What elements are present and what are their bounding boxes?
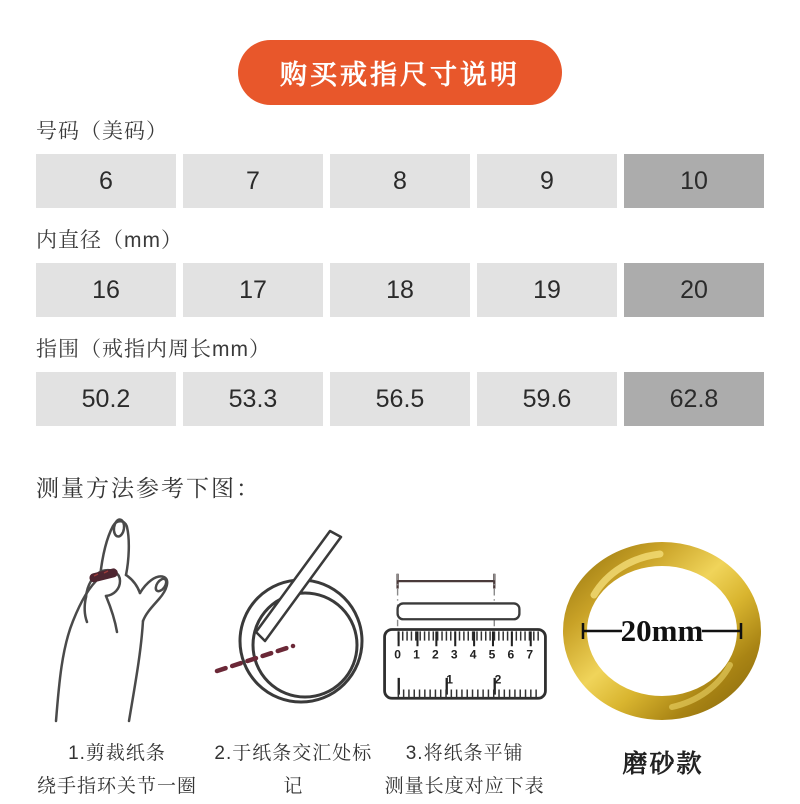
size-cell: 56.5	[330, 372, 470, 426]
step3-figure	[379, 563, 551, 709]
size-cell: 17	[183, 263, 323, 317]
size-cell: 50.2	[36, 372, 176, 426]
step2-caption	[209, 737, 377, 804]
title-badge-row	[0, 0, 800, 105]
svg-text:6: 6	[507, 647, 514, 662]
size-cell: 59.6	[477, 372, 617, 426]
marking-dashed-line	[217, 646, 293, 671]
method-title: 测量方法参考下图：	[36, 475, 261, 501]
method-figures	[26, 509, 774, 725]
size-cell: 6	[36, 154, 176, 208]
size-cells-us	[36, 154, 764, 208]
size-cell: 16	[36, 263, 176, 317]
step2-figure	[209, 519, 377, 715]
size-cell-highlighted: 62.8	[624, 372, 764, 426]
step1-caption-line1: 1.剪裁纸条	[68, 743, 166, 764]
product-style-caption	[552, 737, 774, 787]
row-label-inner-diameter: 内直径（mm）	[36, 229, 183, 252]
svg-text:0: 0	[393, 647, 401, 662]
size-cells-diameter	[36, 263, 764, 317]
size-cell-highlighted: 10	[624, 154, 764, 208]
step3-caption-line2: 测量长度对应下表	[384, 776, 545, 798]
paper-strip	[397, 603, 519, 619]
style-label: 磨砂款	[622, 750, 704, 778]
size-row-diameter	[36, 224, 764, 317]
svg-text:7: 7	[526, 647, 533, 662]
ruler-measure-icon	[379, 563, 551, 709]
svg-text:1: 1	[412, 647, 420, 662]
diameter-label: 20mm	[620, 613, 704, 648]
svg-text:2: 2	[431, 647, 439, 662]
size-cell: 8	[330, 154, 470, 208]
figure-captions	[26, 737, 774, 804]
size-row-circumference	[36, 333, 764, 426]
svg-text:4: 4	[469, 647, 477, 662]
step3-caption	[379, 737, 551, 804]
size-cell: 19	[477, 263, 617, 317]
size-table	[36, 115, 764, 426]
svg-text:2: 2	[494, 672, 502, 687]
svg-text:5: 5	[488, 647, 495, 662]
gold-ring-photo	[552, 537, 774, 733]
row-label-us-size: 号码（美码）	[36, 120, 168, 143]
size-cell: 9	[477, 154, 617, 208]
svg-text:3: 3	[450, 647, 458, 662]
size-cell: 7	[183, 154, 323, 208]
product-ring-figure	[552, 537, 774, 733]
page-title: 购买戒指尺寸说明	[238, 40, 562, 105]
size-cell: 18	[330, 263, 470, 317]
size-cells-circumference	[36, 372, 764, 426]
step2-caption-line1: 2.于纸条交汇处标记	[214, 743, 373, 798]
step1-caption-line2: 绕手指环关节一圈	[36, 776, 197, 798]
step3-caption-line1: 3.将纸条平铺	[405, 743, 524, 764]
hand-with-paper-strip-icon	[26, 513, 208, 725]
row-label-circumference: 指围（戒指内周长mm）	[36, 338, 271, 361]
size-cell-highlighted: 20	[624, 263, 764, 317]
size-cell: 53.3	[183, 372, 323, 426]
paper-coil-and-pen-icon	[209, 519, 377, 715]
svg-text:1: 1	[445, 672, 453, 687]
step1-figure	[26, 513, 208, 725]
step1-caption	[26, 737, 208, 804]
size-row-us	[36, 115, 764, 208]
